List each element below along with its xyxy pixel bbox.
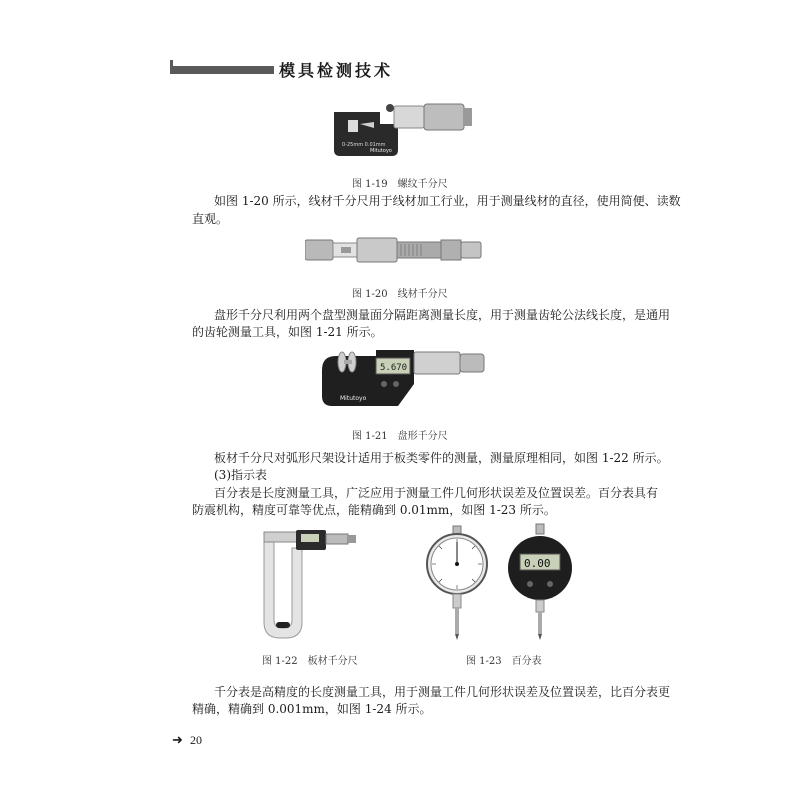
figure-1-19-image xyxy=(330,98,475,160)
paragraph-1-line-2: 直观。 xyxy=(192,212,229,226)
svg-text:0-25mm 0.01mm: 0-25mm 0.01mm xyxy=(342,142,386,148)
running-header-title: 模具检测技术 xyxy=(279,61,394,80)
paragraph-4-line-1: 百分表是长度测量工具，广泛应用于测量工件几何形状误差及位置误差。百分表具有 xyxy=(214,486,659,500)
figure-1-19-caption: 图 1-19 螺纹千分尺 xyxy=(352,179,448,190)
paragraph-3-line-1: 板材千分尺对弧形尺架设计适用于板类零件的测量，测量原理相同，如图 1-22 所示。 xyxy=(214,451,669,465)
paragraph-1-line-1: 如图 1-20 所示，线材千分尺用于线材加工行业，用于测量线材的直径，使用简便、读数 xyxy=(214,194,681,208)
fig19-brand-label: Mitutoyo xyxy=(370,148,392,154)
figure-1-20-image xyxy=(305,236,485,264)
figure-1-21-caption: 图 1-21 盘形千分尺 xyxy=(352,431,448,442)
figure-1-23-caption: 图 1-23 百分表 xyxy=(466,656,542,667)
paragraph-2-line-2: 的齿轮测量工具，如图 1-21 所示。 xyxy=(192,325,383,339)
paragraph-5-line-2: 精确，精确到 0.001mm，如图 1-24 所示。 xyxy=(192,702,432,716)
figure-1-21-image xyxy=(318,344,490,410)
fig21-brand-label: Mitutoyo xyxy=(340,395,367,402)
fig23-digital-readout: 0.00 xyxy=(524,557,551,570)
paragraph-2-line-1: 盘形千分尺利用两个盘型测量面分隔距离测量长度，用于测量齿轮公法线长度，是通用 xyxy=(214,308,671,322)
figure-1-20-caption: 图 1-20 线材千分尺 xyxy=(352,289,448,300)
paragraph-4-line-2: 防震机构，精度可靠等优点，能精确到 0.01mm，如图 1-23 所示。 xyxy=(192,503,556,517)
arrow-right-icon: ➜ xyxy=(172,733,183,748)
figure-1-22-image xyxy=(246,526,358,644)
section-heading-indicator: (3)指示表 xyxy=(214,468,267,482)
page-number: 20 xyxy=(190,733,202,747)
figure-1-23-image xyxy=(420,522,580,644)
paragraph-5-line-1: 千分表是高精度的长度测量工具，用于测量工件几何形状误差及位置误差，比百分表更 xyxy=(214,685,671,699)
fig21-digital-readout: 5.670 xyxy=(380,363,408,373)
header-rule xyxy=(170,66,274,74)
figure-1-22-caption: 图 1-22 板材千分尺 xyxy=(262,656,358,667)
